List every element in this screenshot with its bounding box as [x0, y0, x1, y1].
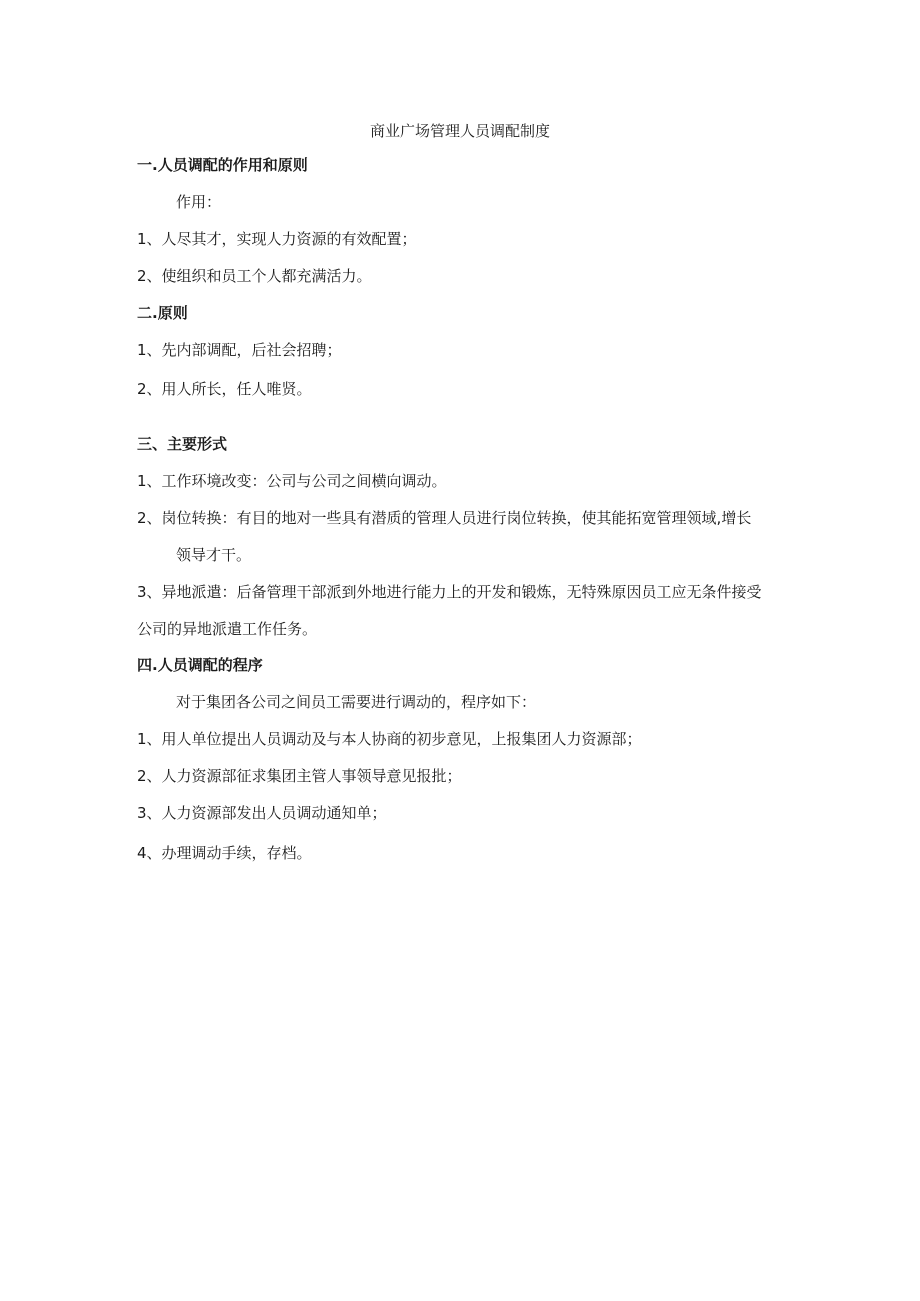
list-item: 2、用人所长，任人唯贤。: [137, 380, 312, 398]
list-item: 3、异地派遣：后备管理干部派到外地进行能力上的开发和锻炼，无特殊原因员工应无条件接受: [137, 583, 762, 601]
list-item: 2、人力资源部征求集团主管人事领导意见报批；: [137, 767, 462, 785]
paragraph-function-label: 作用：: [176, 193, 222, 211]
list-item: 3、人力资源部发出人员调动通知单；: [137, 804, 387, 822]
list-item: 2、岗位转换：有目的地对一些具有潜质的管理人员进行岗位转换，使其能拓宽管理领域,增长: [137, 509, 752, 527]
list-item: 1、先内部调配，后社会招聘；: [137, 341, 342, 359]
list-item-continuation: 领导才干。: [176, 546, 252, 564]
list-item: 2、使组织和员工个人都充满活力。: [137, 267, 372, 285]
list-item-continuation: 公司的异地派遣工作任务。: [137, 620, 318, 638]
list-item: 1、工作环境改变：公司与公司之间横向调动。: [137, 472, 447, 490]
list-item: 1、人尽其才，实现人力资源的有效配置；: [137, 230, 417, 248]
list-item: 1、用人单位提出人员调动及与本人协商的初步意见，上报集团人力资源部；: [137, 730, 642, 748]
section-heading-3: 三、主要形式: [137, 435, 228, 453]
document-title: 商业广场管理人员调配制度: [369, 122, 550, 140]
section-heading-1: 一.人员调配的作用和原则: [137, 156, 308, 174]
section-heading-2: 二.原则: [137, 304, 188, 322]
section-heading-4: 四.人员调配的程序: [137, 656, 263, 674]
paragraph-intro: 对于集团各公司之间员工需要进行调动的，程序如下：: [176, 693, 537, 711]
list-item: 4、办理调动手续，存档。: [137, 844, 312, 862]
